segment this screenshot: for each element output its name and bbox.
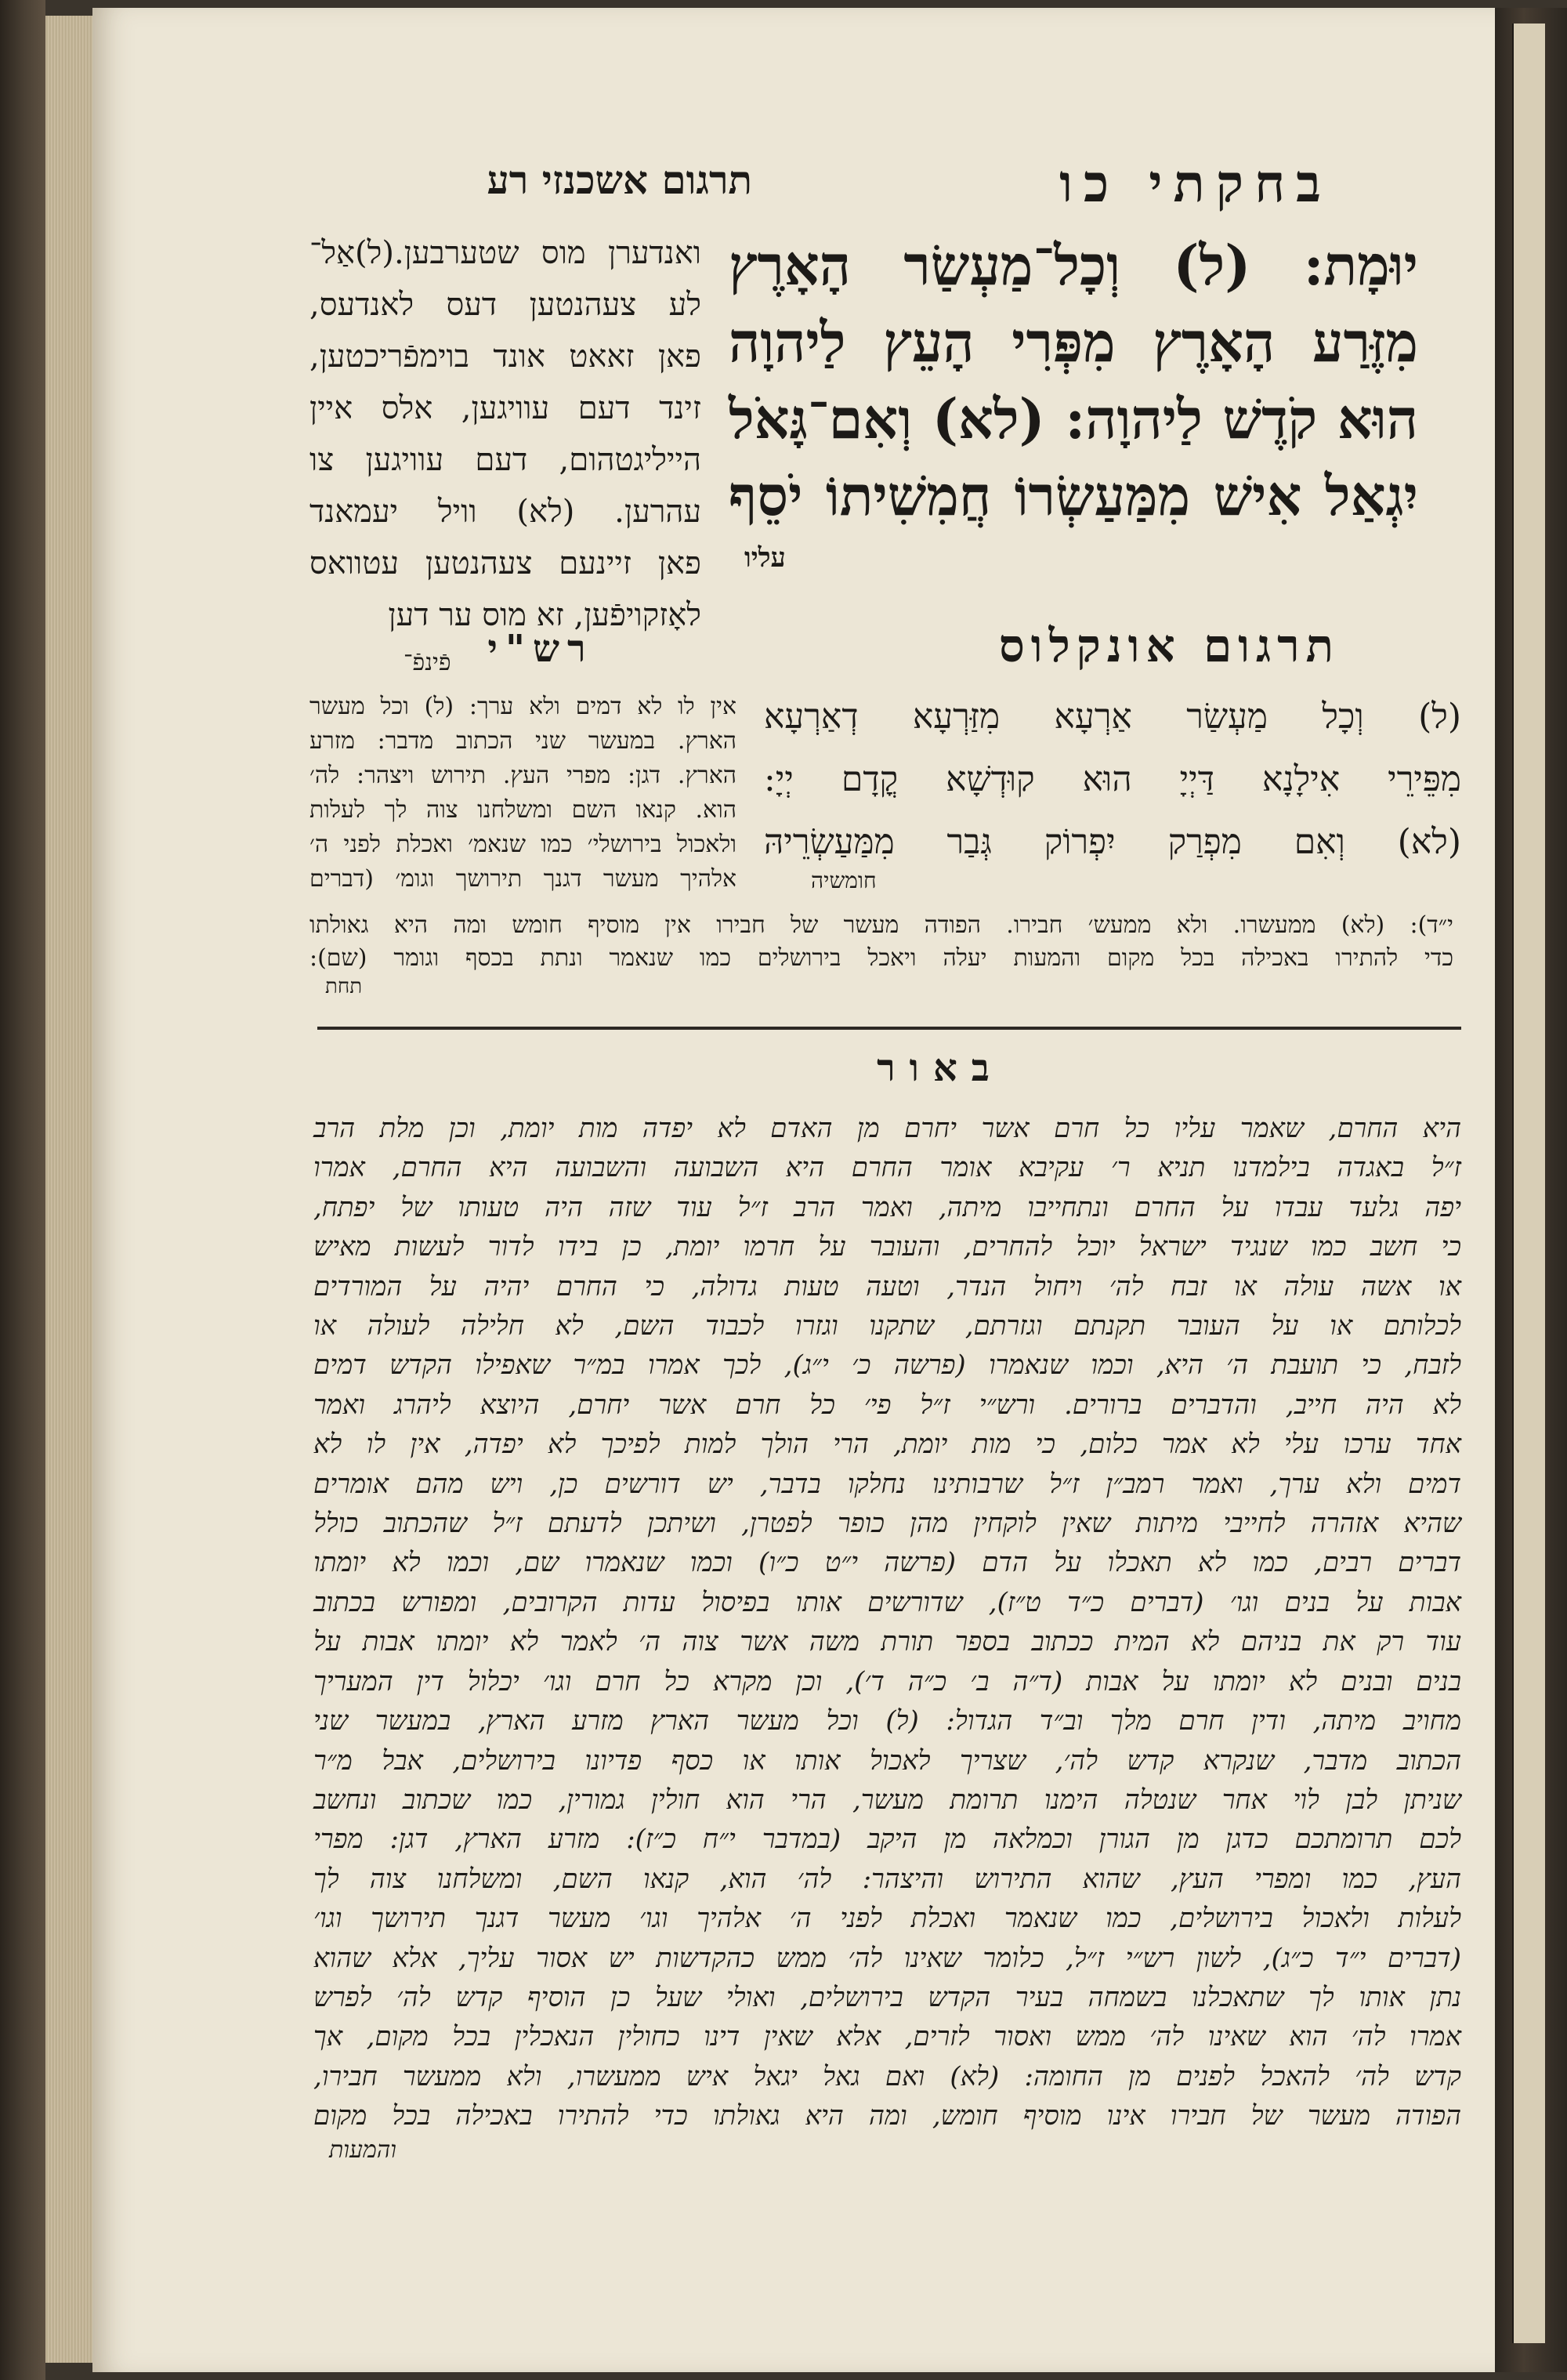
biur-line: שהיא אזהרה לחייבי מיתות שאין לוקחין מהן כופר לפטרן, ושיתכן לדעתם ז״ל שהכתוב כולל [313,1508,1461,1540]
verse-line: יוּמָת: (ל) וְכָל־מַעְשַׂר הָאָרֶץ [729,233,1418,298]
biur-line: הכתוב מדבר, שנקרא קדש לה׳, שצריך לאכול אותו או כסף פדיונו בירושלים, אבל מ״ר [313,1744,1461,1777]
biur-line: כי חשב כמו שנגיד ישראל יוכל להחרים, והעובר על חרמו יומת, כן בידו לדור לעשות מאיש [313,1231,1461,1263]
verse-catchword: עליו [744,542,786,574]
yiddish-line: זינד דעם עוויגען, אלס איין [309,390,701,426]
rashi-line: הארץ. במעשר שני הכתוב מדבר: מזרע [309,727,736,755]
rashi-line: ולאכול בירושלי׳ כמו שנאמ׳ ואכלת לפני ה׳ [309,831,736,858]
biur-commentary-block [313,1109,1461,2164]
page-edges [45,16,92,2363]
yiddish-line: לאָזקויפֿען, זא מוס ער דען [388,597,701,633]
onkelos-line: (לא) וְאִם מִפְרַק יִפְרוֹק גְּבַר מִמַּעַשְׂרֵיהּ [764,822,1461,862]
yiddish-translation-block [309,227,701,676]
rashi-line: כדי להתירו באכילה בכל מקום והמעות יעלה ויאכל בירושלים כמו שנאמר ונתת בכסף וגומר (שם): [309,944,1453,972]
rashi-catchword: תחת [325,975,363,998]
yiddish-line: פאן זאאט אונד בוימפֿריכטען, [309,339,701,375]
book-binding [0,0,45,2380]
rashi-heading: רש"י [487,627,594,671]
rashi-line: י״ד): (לא) ממעשרו. ולא ממעש׳ חבירו. הפודה מעשר של חבירו אין מוסיף חומש ומה היא גאולתו [309,911,1453,939]
yiddish-line: עהרען. (לא) וויל יעמאנד [309,494,701,530]
biur-catchword: והמעות [329,2135,396,2164]
rashi-line: הארץ. דגן: מפרי העץ. תירוש ויצהר: לה׳ [309,762,736,789]
verse-line: יִגְאַל אִישׁ מִמַּעַשְׂרוֹ חֲמִשִׁיתוֹ יֹסֵף [729,463,1418,528]
biur-line: יפה גלעד עבדו על החרם ונתחייבו מיתה, ואמר הרב ז״ל עוד שזה היה טעותו של יפתח, [313,1191,1461,1223]
biur-line: אבות על בנים וגו׳ (דברים כ״ד ט״ז), שדורשים אותו בפיסול עדות הקרובים, ומפורש בכתוב [313,1586,1461,1618]
facing-page-sliver [1512,24,1545,2343]
yiddish-line: הייליגטהום, דעם עוויגען צו [309,442,701,478]
onkelos-catchword: חומשיה [811,868,877,893]
yiddish-line: פאן זיינעם צעהנטען עטוואס [309,545,701,581]
biur-line: (דברים י״ד כ״ג), לשון רש״י ז״ל, כלומר שאינו לה׳ ממש כהקדשות יש אסור עליך, אלא שהוא [313,1942,1461,1974]
section-divider-rule [317,1027,1461,1030]
biur-line: לכלותם או על העובר תקנתם וגזרתם, שתקנו וגזרו לכבוד השם, לא חלילה לעולה או [313,1310,1461,1342]
verse-block [729,227,1418,574]
biur-line: לכם תרומתכם כדגן מן הגורן וכמלאה מן היקב (במדבר י״ח כ״ז): מזרע הארץ, דגן: מפרי [313,1824,1461,1856]
yiddish-line: לע צעהנטען דעס לאנדעס, [309,287,701,323]
rashi-line: אלהיך מעשר דגנך תירושך וגומ׳ (דברים [309,865,736,893]
onkelos-block [764,686,1461,894]
biur-line: עוד רק את בניהם לא המית ככתוב בספר תורת משה אשר צוה ה׳ לאמר לא יומתו אבות על [313,1626,1461,1658]
biur-line: היא החרם, שאמר עליו כל חרם אשר יחרם מן האדם לא יפדה מות יומת, וכן מלת הרב [313,1113,1461,1144]
biur-line: דברים רבים, כמו לא תאכלו על הדם (פרשה י״ט כ״ו) וכמו שנאמרו שם, וכמו לא יומתו [313,1547,1461,1579]
rashi-line: הוא. קנאו השם ומשלחנו צוה לך לעלות [309,796,736,824]
biur-line: או אשה עולה או זבח לה׳ ויחול הנדר, וטעה טעות גדולה, כי החרם יהיה על המורדים [313,1270,1461,1302]
verse-line: מִזֶּרַע הָאָרֶץ מִפְּרִי הָעֵץ לַיהוָה [729,310,1418,375]
yiddish-line: ואנדערן מוס שטערבען.(ל)אַל־ [309,235,701,271]
biur-line: נתן אותו לך שתאכלנו בשמחה בעיר הקדש בירושלים, ואולי שעל כן הוסיף קדש לה׳ לפרש [313,1981,1461,2013]
rashi-line: אין לו לא דמים ולא ערך: (ל) וכל מעשר [309,693,736,720]
yiddish-heading: תרגום אשכנזי רע [487,157,752,203]
rashi-full-block [309,909,1453,998]
biur-line: לא היה חייב, והדברים ברורים. ורש״י ז״ל פי׳ כל חרם אשר יחרם, היוצא ליהרג ואמר [313,1389,1461,1421]
biur-line: ז״ל באגדה בילמדנו תניא ר׳ עקיבא אומר החרם היא השבועה והשבועה היא החרם, אמרו [313,1152,1461,1184]
biur-line: דמים ולא ערך, ואמר רמב״ן ז״ל שרבותינו נחלקו בדבר, יש דורשים כן, ויש מהם אומרים [313,1468,1461,1500]
rashi-narrow-block [309,690,736,897]
biur-heading: באור [877,1046,1004,1090]
biur-line: לזבח, כי תועבת ה׳ היא, וכמו שנאמרו (פרשה כ׳ י״ג), לכך אמרו במ״ר שאפילו הקדש דמים [313,1349,1461,1382]
onkelos-line: מִפֵּירֵי אִילָנָא דַּיְיָ הוּא קוּדְשָׁא קֳדָם יְיָ: [764,759,1461,799]
biur-line: קדש לה׳ להאכל לפנים מן החומה: (לא) ואם גאל יגאל איש ממעשרו, ולא ממעשר חבירו, [313,2060,1461,2092]
onkelos-heading: תרגום אונקלוס [998,619,1340,672]
biur-line: אמרו לה׳ הוא שאינו לה׳ ממש ואסור לזרים, אלא שאין דינו כחולין הנאכלין בכל מקום, אך [313,2021,1461,2053]
biur-line: הפודה מעשר של חבירו אינו מוסיף חומש, ומה היא גאולתו כדי להתירו באכילה בכל מקום [313,2100,1461,2132]
biur-line: אחד ערכו עלי לא אמר כלום, כי מות יומת, הרי הולך למות לפיכך לא יפדה, אין לו לא [313,1429,1461,1461]
biur-line: לעלות ולאכול בירושלים, כמו שנאמר ואכלת לפני ה׳ אלהיך וגו׳ מעשר דגנך תירושך וגו׳ [313,1903,1461,1935]
running-title: בחקתי כו [1059,153,1332,214]
biur-line: בנים ובנים לא יומתו על אבות (ד״ה ב׳ כ״ה ד׳), וכן מקרא כל חרם וגו׳ יכלול דין המעריך [313,1665,1461,1697]
yiddish-catchword: פֿינפֿ־ [404,649,451,676]
onkelos-line: (ל) וְכָל מַעְשַׂר אַרְעָא מִזַּרְעָא דְאַרְעָא [764,697,1461,737]
biur-line: העץ, כמו ומפרי העץ, שהוא התירוש והיצהר: לה׳ הוא, קנאו השם, ומשלחנו צוה לך [313,1863,1461,1895]
verse-line: הוּא קֹדֶשׁ לַיהוָה: (לא) וְאִם־גָּאֹל [729,386,1418,451]
biur-line: שניתן לבן לוי אחר שנטלה הימנו תרומת מעשר, הרי הוא חולין גמורין, כמו שכתוב ונחשב [313,1784,1461,1816]
biur-line: מחויב מיתה, ודין חרם מלך וב״ד הגדול: (ל) וכל מעשר הארץ מזרע הארץ, במעשר שני [313,1705,1461,1737]
